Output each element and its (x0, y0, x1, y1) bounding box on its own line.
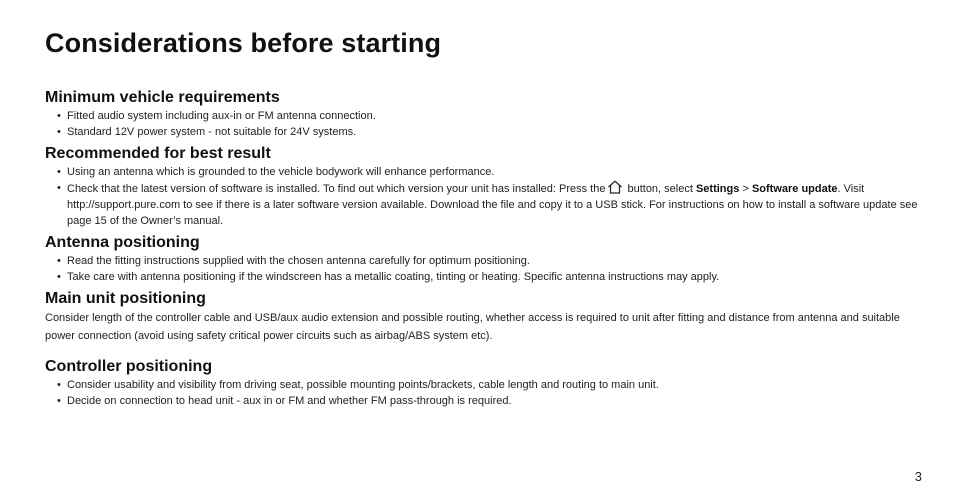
list-item: • Read the fitting instructions supplied with the chosen antenna carefully for optimum positioning. (67, 253, 925, 269)
list-item: • Using an antenna which is grounded to the vehicle bodywork will enhance performance. (67, 164, 925, 180)
settings-label: Settings (695, 183, 740, 195)
list-item-software-check (67, 180, 925, 229)
section-heading: Main unit positioning (45, 290, 206, 307)
bullet-list (45, 253, 925, 285)
list-item: • Decide on connection to head unit - aux in or FM and whether FM pass-through is required. (67, 393, 925, 409)
text-post: . Visit http://support.pure.com to see if there is a later software version available. Download the file and copy it to a USB stick. For instructions on how to install a software update see page 15 of the Owner’s manual. (67, 183, 918, 227)
bullet-list (45, 108, 925, 140)
section-main-unit-positioning (45, 289, 925, 345)
section-heading: Controller positioning (45, 358, 213, 375)
section-heading: Minimum vehicle requirements (45, 89, 280, 106)
text-mid: button, select (627, 183, 693, 195)
separator: > (742, 183, 749, 195)
text-pre: Check that the latest version of software is installed. To find out which version your unit has installed: Press the (67, 183, 606, 195)
page-content (45, 88, 925, 413)
section-minimum-vehicle-requirements (45, 88, 925, 140)
list-item: • Fitted audio system including aux-in or FM antenna connection. (67, 108, 925, 124)
list-item: • Consider usability and visibility from driving seat, possible mounting points/brackets, cable length and routing to main unit. (67, 377, 925, 393)
section-antenna-positioning (45, 233, 925, 285)
list-item: • Standard 12V power system - not suitable for 24V systems. (67, 124, 925, 140)
page-number: 3 (914, 469, 922, 484)
page-title: Considerations before starting (45, 28, 442, 58)
software-update-label: Software update (751, 183, 838, 195)
section-recommended-for-best-result (45, 144, 925, 229)
section-body: Consider length of the controller cable and USB/aux audio extension and possible routing, whether access is required to unit after fitting and distance from antenna and suitable power connection (avoid using safety critical power circuits such as airbag/ABS system etc). (45, 312, 900, 342)
bullet-list (45, 164, 925, 229)
bullet-list (45, 377, 925, 409)
section-controller-positioning (45, 357, 925, 409)
home-icon (607, 180, 623, 194)
list-item: • Take care with antenna positioning if the windscreen has a metallic coating, tinting or heating. Specific antenna instructions may apply. (67, 269, 925, 285)
section-heading: Antenna positioning (45, 234, 200, 251)
section-heading: Recommended for best result (45, 145, 271, 162)
